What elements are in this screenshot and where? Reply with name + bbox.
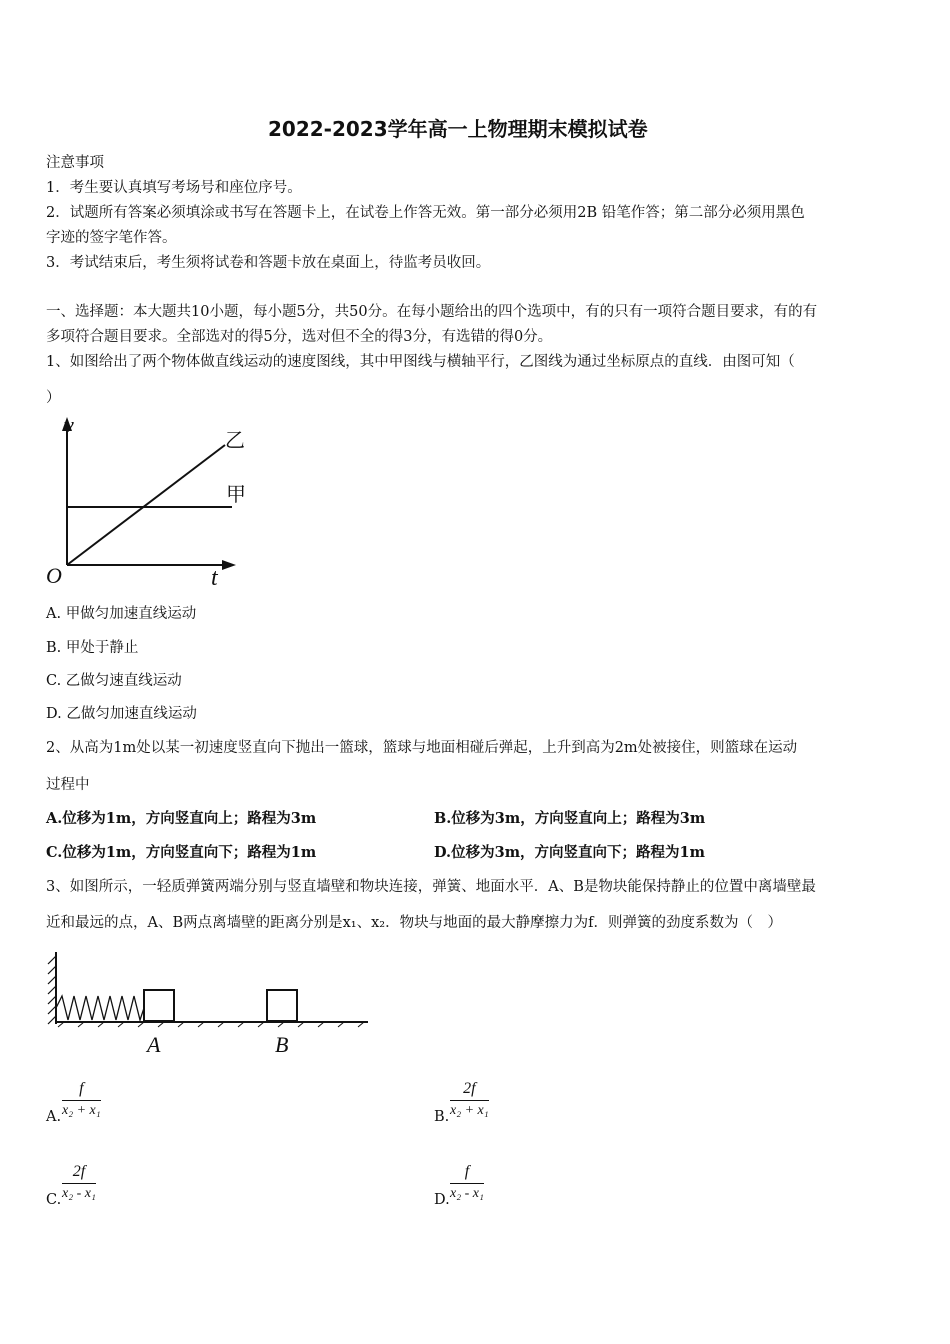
page-title: 2022-2023学年高一上物理期末模拟试卷 (268, 117, 648, 141)
line-yi (67, 445, 225, 565)
option-a: A.位移为1m，方向竖直向上；路程为3m (46, 810, 317, 827)
option-c-letter: C. (46, 1192, 62, 1208)
spring-block-figure (44, 948, 374, 1028)
notice-item: 3．考试结束后，考生须将试卷和答题卡放在桌面上，待监考员收回。 (46, 255, 491, 271)
option-b-letter: B. (434, 1109, 450, 1125)
option-a-fraction (62, 1080, 101, 1119)
section-instructions: 一、选择题：本大题共10小题，每小题5分，共50分。在每小题给出的四个选项中，有的只有一项符合题目要求，有的有 (46, 304, 818, 320)
option-c-fraction (62, 1163, 96, 1202)
option-b: B.位移为3m，方向竖直向上；路程为3m (434, 810, 706, 827)
option-d-letter: D. (434, 1192, 450, 1208)
option-c: C.位移为1m，方向竖直向下；路程为1m (46, 844, 317, 861)
question-2-stem: 过程中 (46, 777, 90, 793)
question-1-stem: ） (46, 390, 61, 406)
option-a: A. 甲做匀加速直线运动 (46, 606, 197, 622)
denominator: x₂ - x₁ (62, 1186, 96, 1201)
option-b: B. 甲处于静止 (46, 640, 139, 656)
notice-item: 2．试题所有答案必须填涂或书写在答题卡上，在试卷上作答无效。第一部分必须用2B 铅笔作答；第二部分必须用黑色 (46, 205, 805, 221)
line-yi-label: 乙 (225, 428, 245, 452)
numerator: 2f (450, 1080, 489, 1101)
option-a-letter: A. (46, 1109, 62, 1125)
wall-hatch (48, 956, 56, 1024)
option-d: D. 乙做匀加速直线运动 (46, 706, 197, 722)
option-d-fraction (450, 1163, 484, 1202)
question-3-stem: 近和最远的点，A、B两点离墙壁的距离分别是x₁、x₂．物块与地面的最大静摩擦力为f．则弹簧的劲度系数为（ ） (46, 915, 782, 931)
numerator: f (450, 1163, 484, 1184)
section-instructions: 多项符合题目要求。全部选对的得5分，选对但不全的得3分，有选错的得0分。 (46, 329, 553, 345)
denominator: x₂ - x₁ (450, 1186, 484, 1201)
denominator: x₂ + x₁ (450, 1103, 489, 1118)
notice-item: 字迹的签字笔作答。 (46, 230, 177, 246)
numerator: 2f (62, 1163, 96, 1184)
question-3-stem: 3、如图所示，一轻质弹簧两端分别与竖直墙壁和物块连接，弹簧、地面水平．A、B是物块能保持静止的位置中离墙壁最 (46, 879, 816, 895)
numerator: f (62, 1080, 101, 1101)
option-c: C. 乙做匀速直线运动 (46, 673, 182, 689)
notice-item: 1．考生要认真填写考场号和座位序号。 (46, 180, 302, 196)
spring (56, 996, 144, 1020)
t-axis-arrow-icon (222, 560, 236, 570)
line-jia-label: 甲 (226, 482, 246, 506)
question-2-stem: 2、从高为1m处以某一初速度竖直向下抛出一篮球，篮球与地面相碰后弹起，上升到高为2m处被接住，则篮球在运动 (46, 740, 798, 756)
notice-heading: 注意事项 (46, 155, 104, 171)
option-d: D.位移为3m，方向竖直向下；路程为1m (434, 844, 705, 861)
block-a (144, 990, 174, 1021)
v-axis-label: v (64, 412, 74, 437)
point-a-label: A (147, 1032, 161, 1057)
origin-label: O (46, 563, 62, 588)
t-axis-label: t (211, 565, 218, 591)
block-b (267, 990, 297, 1021)
point-b-label: B (275, 1032, 289, 1057)
denominator: x₂ + x₁ (62, 1103, 101, 1118)
question-1-stem: 1、如图给出了两个物体做直线运动的速度图线，其中甲图线与横轴平行，乙图线为通过坐标原点的直线．由图可知（ (46, 354, 795, 370)
option-b-fraction (450, 1080, 489, 1119)
